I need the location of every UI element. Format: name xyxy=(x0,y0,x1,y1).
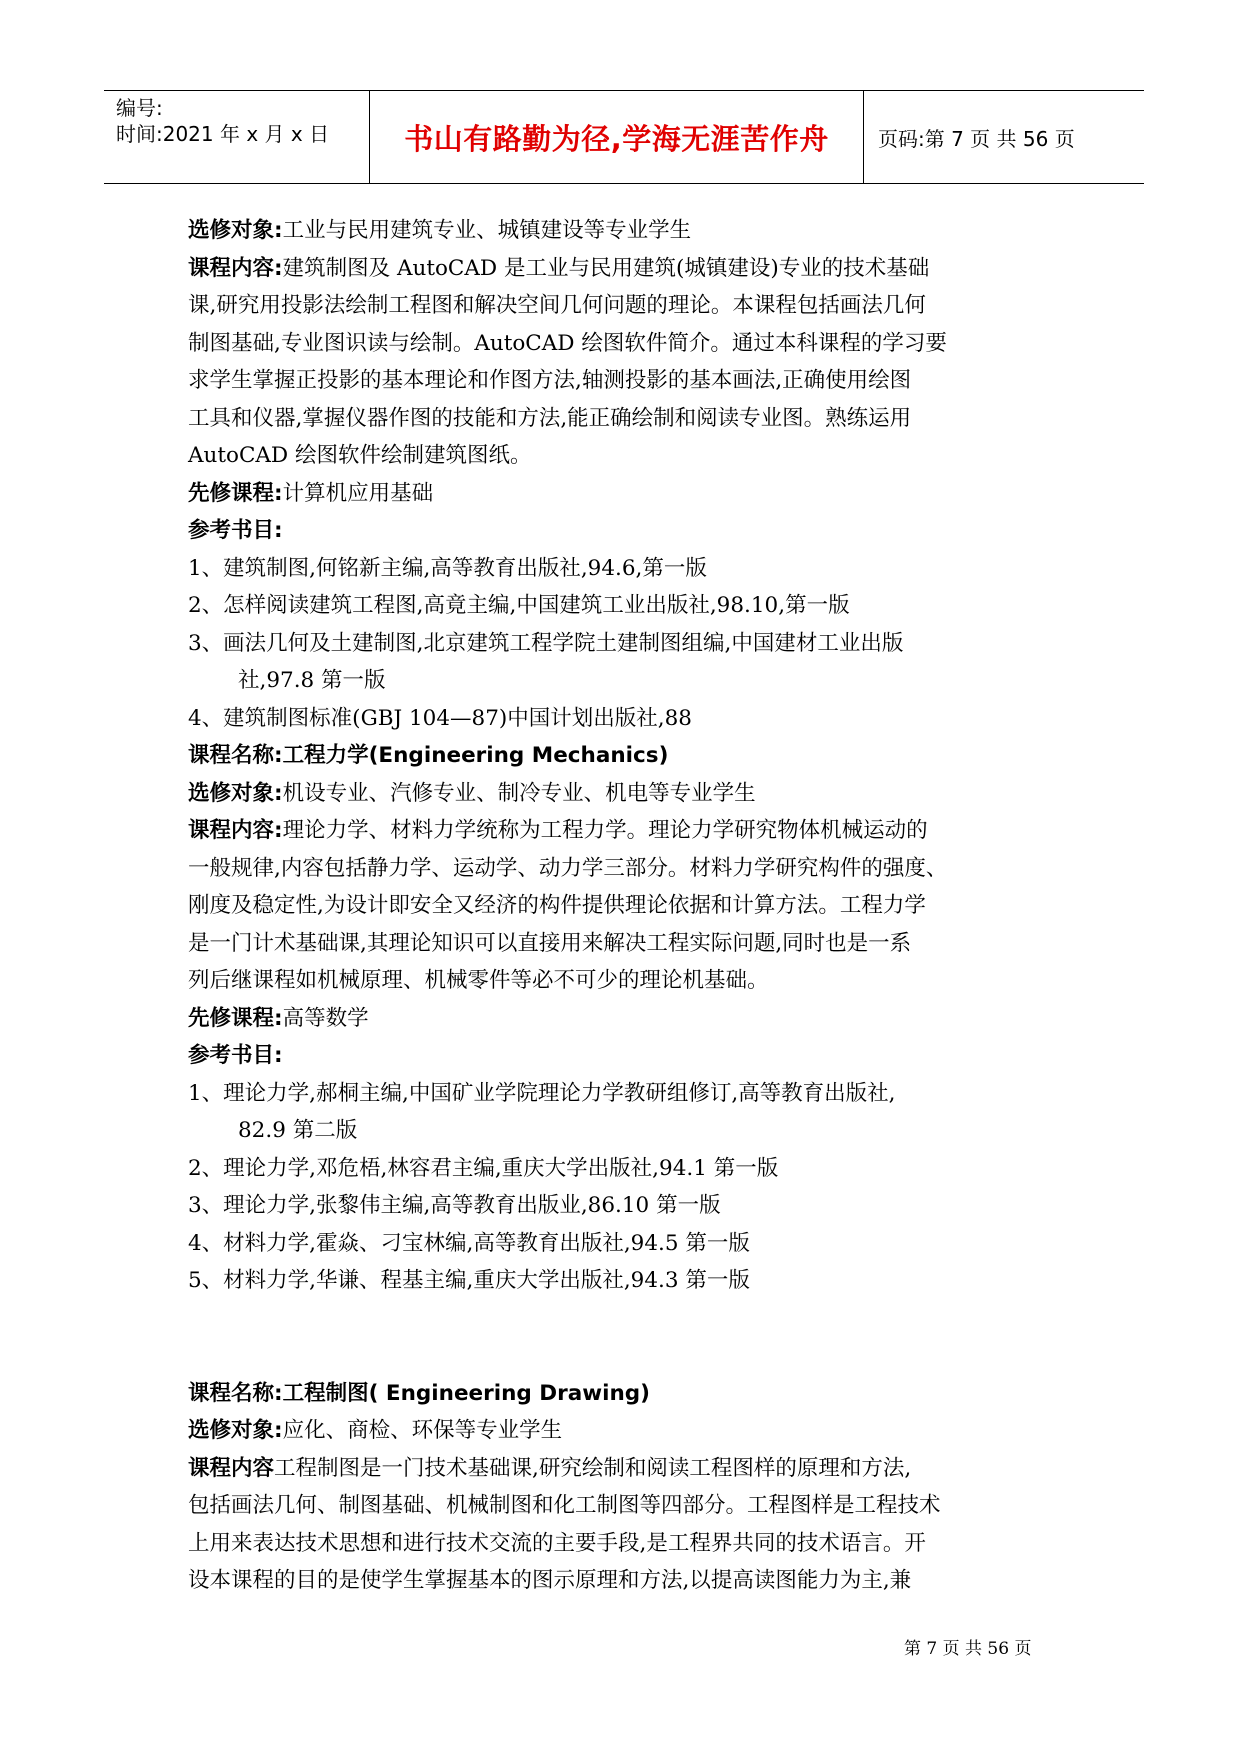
course-title-line xyxy=(188,737,1068,775)
field-label: 先修课程: xyxy=(188,480,283,506)
text-line xyxy=(188,212,1068,250)
field-label: 课程名称: xyxy=(188,743,283,768)
reference-item-continued: 社,97.8 第一版 xyxy=(238,668,386,693)
header-time: 时间:2021 年 x 月 x 日 xyxy=(116,122,330,146)
text-line xyxy=(188,812,1068,850)
field-label: 课程名称: xyxy=(188,1380,283,1406)
text-line xyxy=(188,475,1068,513)
paragraph-gap xyxy=(188,1300,1068,1375)
course-title: 工程制图( Engineering Drawing) xyxy=(282,1380,651,1406)
text-line: 工具和仪器,掌握仪器作图的技能和方法,能正确绘制和阅读专业图。熟练运用 xyxy=(188,405,912,431)
text-line: 包括画法几何、制图基础、机械制图和化工制图等四部分。工程图样是工程技术 xyxy=(188,1493,941,1518)
field-value: 机设专业、汽修专业、制冷专业、机电等专业学生 xyxy=(282,780,756,806)
header-meta xyxy=(104,91,369,183)
text-line xyxy=(188,775,1068,813)
course-title-line xyxy=(188,1375,1068,1413)
text-line: 课,研究用投影法绘制工程图和解决空间几何问题的理论。本课程包括画法几何 xyxy=(188,293,926,318)
field-label: 选修对象: xyxy=(188,780,283,806)
reference-item: 3、理论力学,张黎伟主编,高等教育出版业,86.10 第一版 xyxy=(188,1193,721,1218)
header-page-info: 页码:第 7 页 共 56 页 xyxy=(878,126,1075,151)
field-value: 应化、商检、环保等专业学生 xyxy=(282,1418,563,1443)
page-footer: 第 7 页 共 56 页 xyxy=(904,1639,1032,1659)
field-label: 课程内容 xyxy=(188,1455,275,1481)
reference-item: 1、建筑制图,何铭新主编,高等教育出版社,94.6,第一版 xyxy=(188,555,707,581)
reference-item: 5、材料力学,华谦、程基主编,重庆大学出版社,94.3 第一版 xyxy=(188,1268,750,1293)
text-line xyxy=(188,1000,1068,1038)
text-line xyxy=(188,1412,1068,1450)
field-value: 高等数学 xyxy=(282,1005,369,1031)
field-value: 工业与民用建筑专业、城镇建设等专业学生 xyxy=(282,218,692,243)
field-value: 建筑制图及 AutoCAD 是工业与民用建筑(城镇建设)专业的技术基础 xyxy=(282,255,930,281)
text-line: 刚度及稳定性,为设计即安全又经济的构件提供理论依据和计算方法。工程力学 xyxy=(188,893,926,918)
field-label: 选修对象: xyxy=(188,1418,283,1443)
field-label: 选修对象: xyxy=(188,218,283,243)
reference-item: 2、理论力学,邓危梧,林容君主编,重庆大学出版社,94.1 第一版 xyxy=(188,1155,779,1181)
field-value: 理论力学、材料力学统称为工程力学。理论力学研究物体机械运动的 xyxy=(282,818,928,843)
field-label: 课程内容: xyxy=(188,255,283,281)
text-line xyxy=(188,250,1068,288)
reference-item: 4、材料力学,霍焱、刁宝林编,高等教育出版社,94.5 第一版 xyxy=(188,1230,750,1256)
text-line: 制图基础,专业图识读与绘制。AutoCAD 绘图软件简介。通过本科课程的学习要 xyxy=(188,330,947,356)
header-motto: 书山有路勤为径,学海无涯苦作舟 xyxy=(404,121,829,156)
header-motto-cell xyxy=(369,91,864,183)
text-line: 列后继课程如机械原理、机械零件等必不可少的理论机基础。 xyxy=(188,968,769,993)
field-label: 先修课程: xyxy=(188,1005,283,1031)
section-heading: 参考书目: xyxy=(188,1043,283,1068)
text-line: 设本课程的目的是使学生掌握基本的图示原理和方法,以提高读图能力为主,兼 xyxy=(188,1568,912,1593)
document-body xyxy=(188,212,1068,1600)
text-line: 上用来表达技术思想和进行技术交流的主要手段,是工程界共同的技术语言。开 xyxy=(188,1530,926,1556)
reference-item: 4、建筑制图标准(GBJ 104—87)中国计划出版社,88 xyxy=(188,705,692,731)
reference-item: 1、理论力学,郝桐主编,中国矿业学院理论力学教研组修订,高等教育出版社, xyxy=(188,1080,896,1106)
page-header xyxy=(104,90,1144,184)
text-line: AutoCAD 绘图软件绘制建筑图纸。 xyxy=(188,443,532,468)
field-label: 课程内容: xyxy=(188,818,283,843)
field-value: 计算机应用基础 xyxy=(282,480,434,506)
header-number-label: 编号: xyxy=(116,96,163,120)
section-heading: 参考书目: xyxy=(188,518,283,543)
reference-item: 2、怎样阅读建筑工程图,高竟主编,中国建筑工业出版社,98.10,第一版 xyxy=(188,593,850,618)
reference-item-continued: 82.9 第二版 xyxy=(238,1118,358,1143)
text-line xyxy=(188,1450,1068,1488)
text-line: 是一门计术基础课,其理论知识可以直接用来解决工程实际问题,同时也是一系 xyxy=(188,930,912,956)
text-line: 求学生掌握正投影的基本理论和作图方法,轴测投影的基本画法,正确使用绘图 xyxy=(188,368,912,393)
course-title: 工程力学(Engineering Mechanics) xyxy=(282,743,669,768)
field-value: 工程制图是一门技术基础课,研究绘制和阅读工程图样的原理和方法, xyxy=(274,1455,912,1481)
reference-item: 3、画法几何及土建制图,北京建筑工程学院土建制图组编,中国建材工业出版 xyxy=(188,630,904,656)
text-line: 一般规律,内容包括静力学、运动学、动力学三部分。材料力学研究构件的强度、 xyxy=(188,855,948,881)
